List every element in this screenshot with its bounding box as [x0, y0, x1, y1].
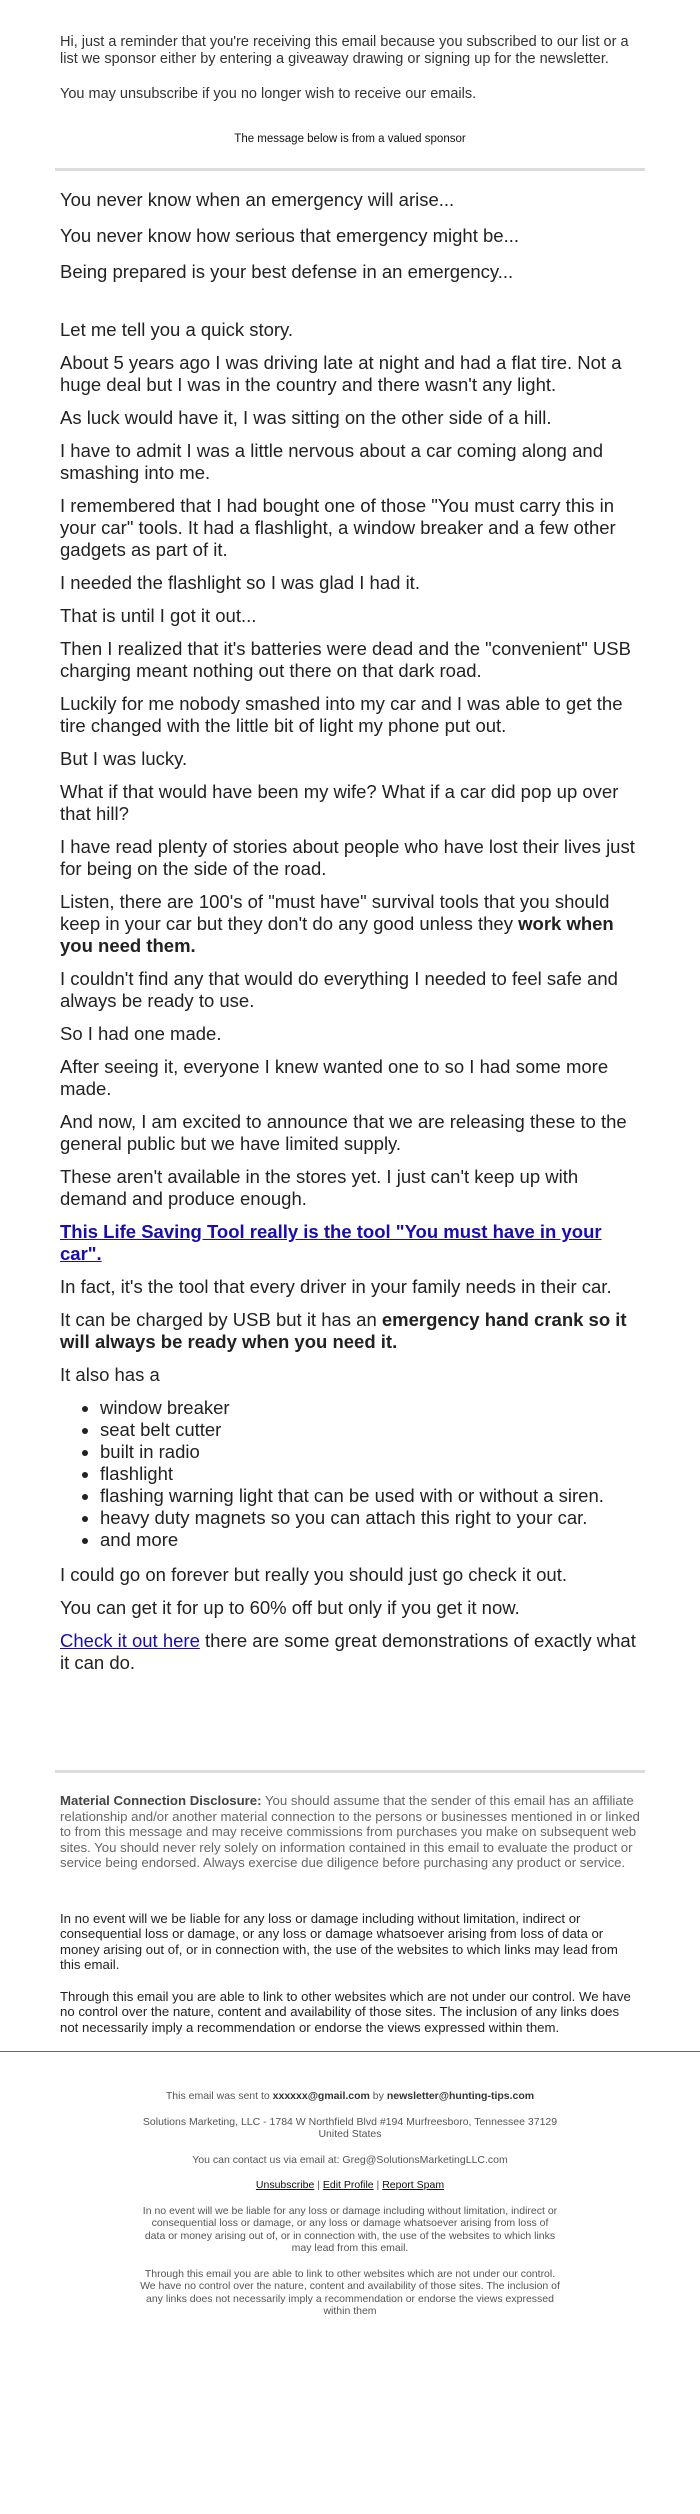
- footer-fine-print: [130, 2205, 570, 2318]
- body-paragraph: [60, 1221, 640, 1265]
- body-paragraph: You never know how serious that emergency might be...: [60, 225, 519, 246]
- sent-by: by: [369, 2090, 387, 2102]
- feature-item: • flashlight: [100, 1463, 640, 1485]
- link-separator: |: [373, 2179, 383, 2191]
- body-text: It can be charged by USB but it has an: [60, 1309, 382, 1330]
- body-text: Listen, there are 100's of "must have" survival tools that you should keep in your car but they don't do any good unless they: [60, 891, 610, 934]
- body-paragraph: [60, 1309, 640, 1353]
- body-paragraph: And now, I am excited to announce that we are releasing these to the general public but we have limited supply.: [60, 1111, 627, 1154]
- material-connection-disclosure: [0, 1773, 700, 1871]
- feature-item: • window breaker: [100, 1397, 640, 1419]
- body-paragraph: About 5 years ago I was driving late at night and had a flat tire. Not a huge deal but I was in the country and there wasn't any light.: [60, 352, 622, 395]
- body-paragraph: I have to admit I was a little nervous about a car coming along and smashing into me.: [60, 440, 603, 483]
- feature-item: • flashing warning light that can be used with or without a siren.: [100, 1485, 640, 1507]
- email-footer: [0, 2052, 700, 2318]
- feature-item: • built in radio: [100, 1441, 640, 1463]
- subscription-reminder: Hi, just a reminder that you're receiving this email because you subscribed to our list or a list we sponsor either by entering a giveaway drawing or signing up for the newsletter.: [60, 34, 629, 67]
- body-paragraph: After seeing it, everyone I knew wanted one to so I had some more made.: [60, 1056, 609, 1099]
- footer-links: [130, 2179, 570, 2192]
- feature-item: • and more: [100, 1529, 640, 1551]
- body-paragraph: These aren't available in the stores yet. I just can't keep up with demand and produce enough.: [60, 1166, 579, 1209]
- body-paragraph: What if that would have been my wife? What if a car did pop up over that hill?: [60, 781, 619, 824]
- external-links-text: Through this email you are able to link to other websites which are not under our control. We have no control over the nature, content and availability of those sites. The inclusion of any links does not necessarily imply a recommendation or endorse the views expressed within them.: [60, 1988, 631, 2035]
- feature-list: [60, 1397, 640, 1551]
- sender-email: newsletter@hunting-tips.com: [386, 2090, 535, 2102]
- body-paragraph: Let me tell you a quick story.: [60, 319, 294, 340]
- feature-item: • seat belt cutter: [100, 1419, 640, 1441]
- body-paragraph: So I had one made.: [60, 1023, 222, 1044]
- disclosure-text: You should assume that the sender of this email has an affiliate relationship and/or another material connection to the persons or businesses mentioned in or linked to from this message and may receive commissions from purchases you make on subsequent web sites. You should never rely solely on information contained in this email to evaluate the product or service being endorsed. Always exercise due diligence before purchasing any product or service.: [60, 1793, 640, 1870]
- recipient-email: xxxxxx@gmail.com: [272, 2090, 370, 2102]
- body-text: there are some great demonstrations of exactly what it can do.: [60, 1630, 636, 1673]
- preheader: [0, 0, 700, 148]
- edit-profile-link[interactable]: Edit Profile: [322, 2179, 374, 2191]
- fine-links-text: Through this email you are able to link to other websites which are not under our control. We have no control over the nature, content and availability of those sites. The inclusion of any links does not necessarily imply a recommendation or endorse the views expressed within them: [140, 2267, 560, 2317]
- unsubscribe-note: You may unsubscribe if you no longer wish to receive our emails.: [60, 86, 477, 102]
- body-paragraph: Then I realized that it's batteries were dead and the "convenient" USB charging meant nothing out there on that dark road.: [60, 638, 631, 681]
- sponsor-note: The message below is from a valued sponsor: [234, 133, 466, 145]
- body-paragraph: I couldn't find any that would do everything I needed to feel safe and always be ready to use.: [60, 968, 618, 1011]
- body-paragraph: I remembered that I had bought one of those "You must carry this in your car" tools. It had a flashlight, a window breaker and a few other gadgets as part of it.: [60, 495, 616, 560]
- unsubscribe-link[interactable]: Unsubscribe: [255, 2179, 315, 2191]
- postal-address: Solutions Marketing, LLC - 1784 W Northfield Blvd #194 Murfreesboro, Tennessee 37129 United States: [142, 2115, 558, 2140]
- body-paragraph: As luck would have it, I was sitting on the other side of a hill.: [60, 407, 552, 428]
- check-it-out-link[interactable]: Check it out here: [60, 1630, 200, 1651]
- body-paragraph: I have read plenty of stories about people who have lost their lives just for being on the side of the road.: [60, 836, 635, 879]
- body-paragraph: That is until I got it out...: [60, 605, 257, 626]
- body-paragraph: I needed the flashlight so I was glad I had it.: [60, 572, 420, 593]
- body-paragraph: Luckily for me nobody smashed into my car and I was able to get the tire changed with the little bit of light my phone put out.: [60, 693, 623, 736]
- disclosure-title: Material Connection Disclosure:: [60, 1793, 262, 1808]
- life-saving-tool-link[interactable]: This Life Saving Tool really is the tool "You must have in your car".: [60, 1221, 602, 1264]
- feature-item: • heavy duty magnets so you can attach this right to your car.: [100, 1507, 640, 1529]
- body-paragraph: You never know when an emergency will arise...: [60, 189, 455, 210]
- body-paragraph: But I was lucky.: [60, 748, 188, 769]
- body-paragraph: [60, 891, 640, 957]
- email-body: [0, 171, 700, 1674]
- report-spam-link[interactable]: Report Spam: [382, 2179, 445, 2191]
- sent-prefix: This email was sent to: [165, 2090, 273, 2102]
- body-paragraph: It also has a: [60, 1364, 160, 1385]
- body-paragraph: Being prepared is your best defense in an emergency...: [60, 261, 514, 282]
- legal-notice: [0, 1871, 700, 2036]
- contact-line: You can contact us via email at: Greg@SolutionsMarketingLLC.com: [192, 2153, 508, 2166]
- body-paragraph: In fact, it's the tool that every driver in your family needs in their car.: [60, 1276, 612, 1297]
- emphasis-text: work when you need them.: [60, 913, 614, 956]
- body-paragraph: I could go on forever but really you should just go check it out.: [60, 1564, 567, 1585]
- link-separator: |: [314, 2179, 323, 2191]
- emphasis-text: emergency hand crank so it will always be ready when you need it.: [60, 1309, 627, 1352]
- sent-to-line: [130, 2090, 570, 2103]
- fine-liability-text: In no event will we be liable for any loss or damage including without limitation, indirect or consequential loss or damage, or any loss or damage whatsoever arising from loss of data or money arising out of, or in connection with, the use of the websites to which links may lead from this email.: [142, 2204, 558, 2254]
- spacer: [60, 297, 640, 319]
- liability-text: In no event will we be liable for any loss or damage including without limitation, indirect or consequential loss or damage, or any loss or damage whatsoever arising from loss of data or money arising out of, or in connection with, the use of the websites to which links may lead from this email.: [60, 1910, 618, 1972]
- cta-paragraph: [60, 1630, 640, 1674]
- body-paragraph: You can get it for up to 60% off but only if you get it now.: [60, 1597, 520, 1618]
